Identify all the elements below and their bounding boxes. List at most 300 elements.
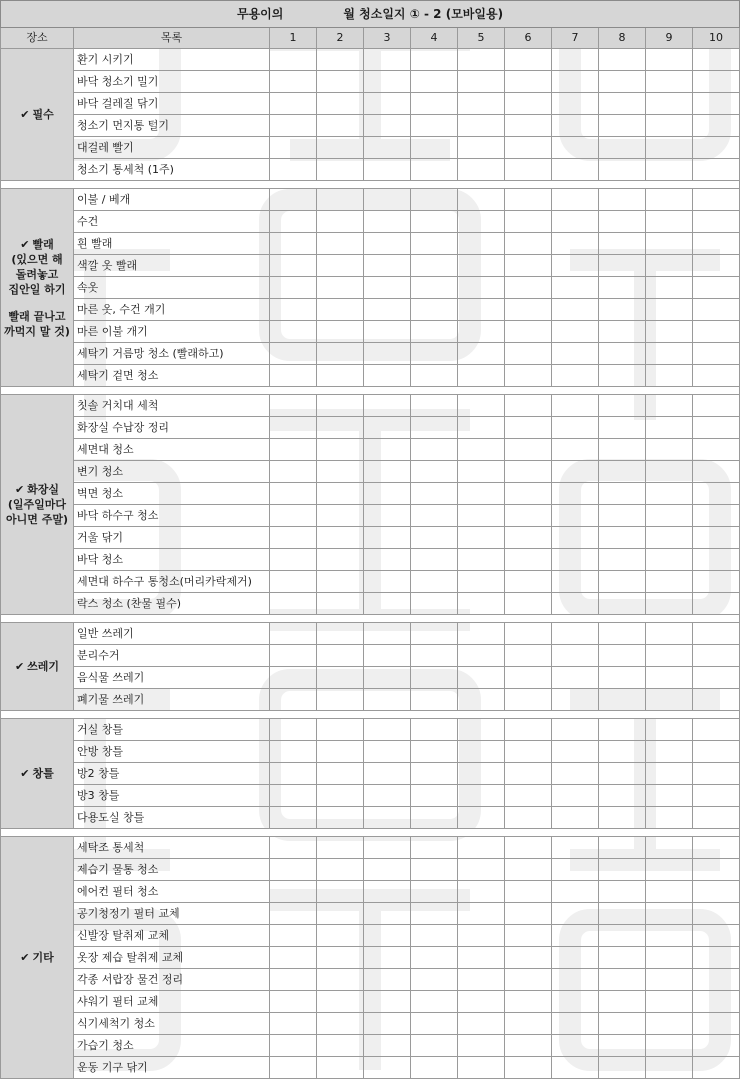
day-3-checkbox-cell[interactable] xyxy=(364,115,411,137)
day-6-checkbox-cell[interactable] xyxy=(505,549,552,571)
day-3-checkbox-cell[interactable] xyxy=(364,549,411,571)
day-8-checkbox-cell[interactable] xyxy=(599,277,646,299)
day-10-checkbox-cell[interactable] xyxy=(693,969,740,991)
day-2-checkbox-cell[interactable] xyxy=(317,807,364,829)
day-3-checkbox-cell[interactable] xyxy=(364,785,411,807)
day-8-checkbox-cell[interactable] xyxy=(599,881,646,903)
day-3-checkbox-cell[interactable] xyxy=(364,1057,411,1079)
day-9-checkbox-cell[interactable] xyxy=(646,1057,693,1079)
day-1-checkbox-cell[interactable] xyxy=(270,395,317,417)
day-4-checkbox-cell[interactable] xyxy=(411,321,458,343)
day-3-checkbox-cell[interactable] xyxy=(364,159,411,181)
day-7-checkbox-cell[interactable] xyxy=(552,623,599,645)
day-5-checkbox-cell[interactable] xyxy=(458,233,505,255)
day-4-checkbox-cell[interactable] xyxy=(411,1013,458,1035)
day-6-checkbox-cell[interactable] xyxy=(505,115,552,137)
day-9-checkbox-cell[interactable] xyxy=(646,527,693,549)
day-9-checkbox-cell[interactable] xyxy=(646,483,693,505)
day-1-checkbox-cell[interactable] xyxy=(270,211,317,233)
day-2-checkbox-cell[interactable] xyxy=(317,1035,364,1057)
day-7-checkbox-cell[interactable] xyxy=(552,1035,599,1057)
day-7-checkbox-cell[interactable] xyxy=(552,233,599,255)
day-3-checkbox-cell[interactable] xyxy=(364,343,411,365)
day-9-checkbox-cell[interactable] xyxy=(646,417,693,439)
day-4-checkbox-cell[interactable] xyxy=(411,593,458,615)
day-1-checkbox-cell[interactable] xyxy=(270,343,317,365)
day-6-checkbox-cell[interactable] xyxy=(505,837,552,859)
day-9-checkbox-cell[interactable] xyxy=(646,969,693,991)
day-8-checkbox-cell[interactable] xyxy=(599,689,646,711)
day-10-checkbox-cell[interactable] xyxy=(693,571,740,593)
day-7-checkbox-cell[interactable] xyxy=(552,549,599,571)
day-4-checkbox-cell[interactable] xyxy=(411,439,458,461)
day-2-checkbox-cell[interactable] xyxy=(317,925,364,947)
day-7-checkbox-cell[interactable] xyxy=(552,1057,599,1079)
day-10-checkbox-cell[interactable] xyxy=(693,439,740,461)
day-5-checkbox-cell[interactable] xyxy=(458,719,505,741)
day-9-checkbox-cell[interactable] xyxy=(646,93,693,115)
day-1-checkbox-cell[interactable] xyxy=(270,527,317,549)
day-9-checkbox-cell[interactable] xyxy=(646,159,693,181)
day-5-checkbox-cell[interactable] xyxy=(458,417,505,439)
day-4-checkbox-cell[interactable] xyxy=(411,991,458,1013)
day-8-checkbox-cell[interactable] xyxy=(599,483,646,505)
day-7-checkbox-cell[interactable] xyxy=(552,115,599,137)
day-6-checkbox-cell[interactable] xyxy=(505,49,552,71)
day-10-checkbox-cell[interactable] xyxy=(693,947,740,969)
day-6-checkbox-cell[interactable] xyxy=(505,763,552,785)
day-1-checkbox-cell[interactable] xyxy=(270,859,317,881)
day-2-checkbox-cell[interactable] xyxy=(317,969,364,991)
day-10-checkbox-cell[interactable] xyxy=(693,417,740,439)
day-5-checkbox-cell[interactable] xyxy=(458,255,505,277)
day-1-checkbox-cell[interactable] xyxy=(270,667,317,689)
day-1-checkbox-cell[interactable] xyxy=(270,925,317,947)
day-4-checkbox-cell[interactable] xyxy=(411,925,458,947)
day-6-checkbox-cell[interactable] xyxy=(505,439,552,461)
day-7-checkbox-cell[interactable] xyxy=(552,159,599,181)
day-3-checkbox-cell[interactable] xyxy=(364,1013,411,1035)
day-6-checkbox-cell[interactable] xyxy=(505,395,552,417)
day-2-checkbox-cell[interactable] xyxy=(317,645,364,667)
day-8-checkbox-cell[interactable] xyxy=(599,763,646,785)
day-1-checkbox-cell[interactable] xyxy=(270,115,317,137)
day-4-checkbox-cell[interactable] xyxy=(411,277,458,299)
day-2-checkbox-cell[interactable] xyxy=(317,49,364,71)
day-3-checkbox-cell[interactable] xyxy=(364,645,411,667)
day-8-checkbox-cell[interactable] xyxy=(599,159,646,181)
day-5-checkbox-cell[interactable] xyxy=(458,837,505,859)
day-4-checkbox-cell[interactable] xyxy=(411,807,458,829)
day-1-checkbox-cell[interactable] xyxy=(270,623,317,645)
day-5-checkbox-cell[interactable] xyxy=(458,859,505,881)
day-7-checkbox-cell[interactable] xyxy=(552,211,599,233)
day-8-checkbox-cell[interactable] xyxy=(599,233,646,255)
day-9-checkbox-cell[interactable] xyxy=(646,593,693,615)
day-2-checkbox-cell[interactable] xyxy=(317,903,364,925)
day-9-checkbox-cell[interactable] xyxy=(646,439,693,461)
day-3-checkbox-cell[interactable] xyxy=(364,93,411,115)
day-7-checkbox-cell[interactable] xyxy=(552,255,599,277)
day-8-checkbox-cell[interactable] xyxy=(599,947,646,969)
day-8-checkbox-cell[interactable] xyxy=(599,461,646,483)
day-1-checkbox-cell[interactable] xyxy=(270,571,317,593)
day-9-checkbox-cell[interactable] xyxy=(646,321,693,343)
day-6-checkbox-cell[interactable] xyxy=(505,593,552,615)
day-1-checkbox-cell[interactable] xyxy=(270,365,317,387)
day-2-checkbox-cell[interactable] xyxy=(317,71,364,93)
day-7-checkbox-cell[interactable] xyxy=(552,807,599,829)
day-9-checkbox-cell[interactable] xyxy=(646,505,693,527)
day-3-checkbox-cell[interactable] xyxy=(364,461,411,483)
day-8-checkbox-cell[interactable] xyxy=(599,719,646,741)
day-2-checkbox-cell[interactable] xyxy=(317,299,364,321)
day-4-checkbox-cell[interactable] xyxy=(411,417,458,439)
day-9-checkbox-cell[interactable] xyxy=(646,395,693,417)
day-6-checkbox-cell[interactable] xyxy=(505,969,552,991)
day-4-checkbox-cell[interactable] xyxy=(411,49,458,71)
day-8-checkbox-cell[interactable] xyxy=(599,439,646,461)
day-10-checkbox-cell[interactable] xyxy=(693,645,740,667)
day-6-checkbox-cell[interactable] xyxy=(505,417,552,439)
day-3-checkbox-cell[interactable] xyxy=(364,439,411,461)
day-5-checkbox-cell[interactable] xyxy=(458,93,505,115)
day-6-checkbox-cell[interactable] xyxy=(505,645,552,667)
day-2-checkbox-cell[interactable] xyxy=(317,343,364,365)
day-6-checkbox-cell[interactable] xyxy=(505,211,552,233)
day-8-checkbox-cell[interactable] xyxy=(599,903,646,925)
day-10-checkbox-cell[interactable] xyxy=(693,881,740,903)
day-2-checkbox-cell[interactable] xyxy=(317,277,364,299)
day-6-checkbox-cell[interactable] xyxy=(505,505,552,527)
day-9-checkbox-cell[interactable] xyxy=(646,549,693,571)
day-8-checkbox-cell[interactable] xyxy=(599,1013,646,1035)
day-2-checkbox-cell[interactable] xyxy=(317,255,364,277)
day-8-checkbox-cell[interactable] xyxy=(599,527,646,549)
day-9-checkbox-cell[interactable] xyxy=(646,785,693,807)
day-5-checkbox-cell[interactable] xyxy=(458,623,505,645)
day-2-checkbox-cell[interactable] xyxy=(317,505,364,527)
day-2-checkbox-cell[interactable] xyxy=(317,991,364,1013)
day-3-checkbox-cell[interactable] xyxy=(364,571,411,593)
day-4-checkbox-cell[interactable] xyxy=(411,211,458,233)
day-6-checkbox-cell[interactable] xyxy=(505,807,552,829)
day-4-checkbox-cell[interactable] xyxy=(411,903,458,925)
day-1-checkbox-cell[interactable] xyxy=(270,137,317,159)
day-5-checkbox-cell[interactable] xyxy=(458,571,505,593)
day-8-checkbox-cell[interactable] xyxy=(599,969,646,991)
day-7-checkbox-cell[interactable] xyxy=(552,837,599,859)
day-3-checkbox-cell[interactable] xyxy=(364,807,411,829)
day-3-checkbox-cell[interactable] xyxy=(364,947,411,969)
day-2-checkbox-cell[interactable] xyxy=(317,1013,364,1035)
day-8-checkbox-cell[interactable] xyxy=(599,807,646,829)
day-1-checkbox-cell[interactable] xyxy=(270,49,317,71)
day-3-checkbox-cell[interactable] xyxy=(364,593,411,615)
day-9-checkbox-cell[interactable] xyxy=(646,277,693,299)
day-10-checkbox-cell[interactable] xyxy=(693,837,740,859)
day-8-checkbox-cell[interactable] xyxy=(599,859,646,881)
day-5-checkbox-cell[interactable] xyxy=(458,365,505,387)
day-1-checkbox-cell[interactable] xyxy=(270,837,317,859)
day-2-checkbox-cell[interactable] xyxy=(317,93,364,115)
day-7-checkbox-cell[interactable] xyxy=(552,417,599,439)
day-6-checkbox-cell[interactable] xyxy=(505,1035,552,1057)
day-10-checkbox-cell[interactable] xyxy=(693,1035,740,1057)
day-1-checkbox-cell[interactable] xyxy=(270,763,317,785)
day-9-checkbox-cell[interactable] xyxy=(646,925,693,947)
day-4-checkbox-cell[interactable] xyxy=(411,689,458,711)
day-7-checkbox-cell[interactable] xyxy=(552,439,599,461)
day-6-checkbox-cell[interactable] xyxy=(505,71,552,93)
day-3-checkbox-cell[interactable] xyxy=(364,969,411,991)
day-9-checkbox-cell[interactable] xyxy=(646,211,693,233)
day-6-checkbox-cell[interactable] xyxy=(505,741,552,763)
day-1-checkbox-cell[interactable] xyxy=(270,593,317,615)
day-5-checkbox-cell[interactable] xyxy=(458,947,505,969)
day-2-checkbox-cell[interactable] xyxy=(317,741,364,763)
day-5-checkbox-cell[interactable] xyxy=(458,395,505,417)
day-3-checkbox-cell[interactable] xyxy=(364,365,411,387)
day-6-checkbox-cell[interactable] xyxy=(505,189,552,211)
day-6-checkbox-cell[interactable] xyxy=(505,785,552,807)
day-4-checkbox-cell[interactable] xyxy=(411,969,458,991)
day-2-checkbox-cell[interactable] xyxy=(317,689,364,711)
day-1-checkbox-cell[interactable] xyxy=(270,807,317,829)
day-5-checkbox-cell[interactable] xyxy=(458,549,505,571)
day-2-checkbox-cell[interactable] xyxy=(317,527,364,549)
day-4-checkbox-cell[interactable] xyxy=(411,837,458,859)
day-4-checkbox-cell[interactable] xyxy=(411,881,458,903)
day-3-checkbox-cell[interactable] xyxy=(364,71,411,93)
day-5-checkbox-cell[interactable] xyxy=(458,505,505,527)
day-7-checkbox-cell[interactable] xyxy=(552,667,599,689)
day-9-checkbox-cell[interactable] xyxy=(646,807,693,829)
day-8-checkbox-cell[interactable] xyxy=(599,837,646,859)
day-2-checkbox-cell[interactable] xyxy=(317,1057,364,1079)
day-6-checkbox-cell[interactable] xyxy=(505,299,552,321)
day-1-checkbox-cell[interactable] xyxy=(270,549,317,571)
day-5-checkbox-cell[interactable] xyxy=(458,159,505,181)
day-7-checkbox-cell[interactable] xyxy=(552,881,599,903)
day-3-checkbox-cell[interactable] xyxy=(364,763,411,785)
day-8-checkbox-cell[interactable] xyxy=(599,991,646,1013)
day-7-checkbox-cell[interactable] xyxy=(552,461,599,483)
day-6-checkbox-cell[interactable] xyxy=(505,365,552,387)
day-7-checkbox-cell[interactable] xyxy=(552,859,599,881)
day-10-checkbox-cell[interactable] xyxy=(693,365,740,387)
day-3-checkbox-cell[interactable] xyxy=(364,395,411,417)
day-10-checkbox-cell[interactable] xyxy=(693,763,740,785)
day-2-checkbox-cell[interactable] xyxy=(317,549,364,571)
day-4-checkbox-cell[interactable] xyxy=(411,395,458,417)
day-5-checkbox-cell[interactable] xyxy=(458,321,505,343)
day-1-checkbox-cell[interactable] xyxy=(270,233,317,255)
day-7-checkbox-cell[interactable] xyxy=(552,189,599,211)
day-2-checkbox-cell[interactable] xyxy=(317,159,364,181)
day-9-checkbox-cell[interactable] xyxy=(646,991,693,1013)
day-4-checkbox-cell[interactable] xyxy=(411,505,458,527)
day-2-checkbox-cell[interactable] xyxy=(317,461,364,483)
day-4-checkbox-cell[interactable] xyxy=(411,785,458,807)
day-5-checkbox-cell[interactable] xyxy=(458,593,505,615)
day-1-checkbox-cell[interactable] xyxy=(270,277,317,299)
day-3-checkbox-cell[interactable] xyxy=(364,719,411,741)
day-10-checkbox-cell[interactable] xyxy=(693,859,740,881)
day-7-checkbox-cell[interactable] xyxy=(552,395,599,417)
day-4-checkbox-cell[interactable] xyxy=(411,623,458,645)
day-1-checkbox-cell[interactable] xyxy=(270,785,317,807)
day-8-checkbox-cell[interactable] xyxy=(599,1035,646,1057)
day-6-checkbox-cell[interactable] xyxy=(505,1013,552,1035)
day-5-checkbox-cell[interactable] xyxy=(458,785,505,807)
day-3-checkbox-cell[interactable] xyxy=(364,299,411,321)
day-4-checkbox-cell[interactable] xyxy=(411,137,458,159)
day-9-checkbox-cell[interactable] xyxy=(646,1013,693,1035)
day-4-checkbox-cell[interactable] xyxy=(411,763,458,785)
day-4-checkbox-cell[interactable] xyxy=(411,189,458,211)
day-7-checkbox-cell[interactable] xyxy=(552,137,599,159)
day-10-checkbox-cell[interactable] xyxy=(693,343,740,365)
day-2-checkbox-cell[interactable] xyxy=(317,137,364,159)
day-5-checkbox-cell[interactable] xyxy=(458,881,505,903)
day-10-checkbox-cell[interactable] xyxy=(693,277,740,299)
day-5-checkbox-cell[interactable] xyxy=(458,667,505,689)
day-5-checkbox-cell[interactable] xyxy=(458,763,505,785)
day-4-checkbox-cell[interactable] xyxy=(411,1057,458,1079)
day-5-checkbox-cell[interactable] xyxy=(458,343,505,365)
day-9-checkbox-cell[interactable] xyxy=(646,689,693,711)
day-6-checkbox-cell[interactable] xyxy=(505,321,552,343)
day-5-checkbox-cell[interactable] xyxy=(458,189,505,211)
day-1-checkbox-cell[interactable] xyxy=(270,719,317,741)
day-6-checkbox-cell[interactable] xyxy=(505,277,552,299)
day-10-checkbox-cell[interactable] xyxy=(693,395,740,417)
day-10-checkbox-cell[interactable] xyxy=(693,49,740,71)
day-8-checkbox-cell[interactable] xyxy=(599,137,646,159)
day-8-checkbox-cell[interactable] xyxy=(599,93,646,115)
day-9-checkbox-cell[interactable] xyxy=(646,859,693,881)
day-7-checkbox-cell[interactable] xyxy=(552,93,599,115)
day-5-checkbox-cell[interactable] xyxy=(458,1013,505,1035)
day-1-checkbox-cell[interactable] xyxy=(270,505,317,527)
day-7-checkbox-cell[interactable] xyxy=(552,593,599,615)
day-7-checkbox-cell[interactable] xyxy=(552,277,599,299)
day-9-checkbox-cell[interactable] xyxy=(646,299,693,321)
day-7-checkbox-cell[interactable] xyxy=(552,925,599,947)
day-5-checkbox-cell[interactable] xyxy=(458,689,505,711)
day-2-checkbox-cell[interactable] xyxy=(317,859,364,881)
day-9-checkbox-cell[interactable] xyxy=(646,623,693,645)
day-8-checkbox-cell[interactable] xyxy=(599,785,646,807)
day-5-checkbox-cell[interactable] xyxy=(458,115,505,137)
day-6-checkbox-cell[interactable] xyxy=(505,483,552,505)
day-7-checkbox-cell[interactable] xyxy=(552,505,599,527)
day-1-checkbox-cell[interactable] xyxy=(270,881,317,903)
day-6-checkbox-cell[interactable] xyxy=(505,137,552,159)
day-7-checkbox-cell[interactable] xyxy=(552,71,599,93)
day-8-checkbox-cell[interactable] xyxy=(599,255,646,277)
day-1-checkbox-cell[interactable] xyxy=(270,255,317,277)
day-8-checkbox-cell[interactable] xyxy=(599,645,646,667)
day-8-checkbox-cell[interactable] xyxy=(599,1057,646,1079)
day-10-checkbox-cell[interactable] xyxy=(693,115,740,137)
day-10-checkbox-cell[interactable] xyxy=(693,925,740,947)
day-5-checkbox-cell[interactable] xyxy=(458,527,505,549)
day-7-checkbox-cell[interactable] xyxy=(552,299,599,321)
day-10-checkbox-cell[interactable] xyxy=(693,189,740,211)
day-4-checkbox-cell[interactable] xyxy=(411,343,458,365)
day-4-checkbox-cell[interactable] xyxy=(411,233,458,255)
day-9-checkbox-cell[interactable] xyxy=(646,115,693,137)
day-5-checkbox-cell[interactable] xyxy=(458,49,505,71)
day-1-checkbox-cell[interactable] xyxy=(270,93,317,115)
day-1-checkbox-cell[interactable] xyxy=(270,461,317,483)
day-9-checkbox-cell[interactable] xyxy=(646,645,693,667)
day-1-checkbox-cell[interactable] xyxy=(270,189,317,211)
day-3-checkbox-cell[interactable] xyxy=(364,137,411,159)
day-2-checkbox-cell[interactable] xyxy=(317,483,364,505)
day-2-checkbox-cell[interactable] xyxy=(317,211,364,233)
day-1-checkbox-cell[interactable] xyxy=(270,321,317,343)
day-3-checkbox-cell[interactable] xyxy=(364,881,411,903)
day-2-checkbox-cell[interactable] xyxy=(317,115,364,137)
day-9-checkbox-cell[interactable] xyxy=(646,667,693,689)
day-2-checkbox-cell[interactable] xyxy=(317,667,364,689)
day-8-checkbox-cell[interactable] xyxy=(599,395,646,417)
day-4-checkbox-cell[interactable] xyxy=(411,667,458,689)
day-8-checkbox-cell[interactable] xyxy=(599,321,646,343)
day-3-checkbox-cell[interactable] xyxy=(364,49,411,71)
day-3-checkbox-cell[interactable] xyxy=(364,925,411,947)
day-2-checkbox-cell[interactable] xyxy=(317,233,364,255)
day-10-checkbox-cell[interactable] xyxy=(693,623,740,645)
day-4-checkbox-cell[interactable] xyxy=(411,741,458,763)
day-5-checkbox-cell[interactable] xyxy=(458,645,505,667)
day-10-checkbox-cell[interactable] xyxy=(693,255,740,277)
day-8-checkbox-cell[interactable] xyxy=(599,925,646,947)
day-10-checkbox-cell[interactable] xyxy=(693,807,740,829)
day-2-checkbox-cell[interactable] xyxy=(317,593,364,615)
day-5-checkbox-cell[interactable] xyxy=(458,807,505,829)
day-1-checkbox-cell[interactable] xyxy=(270,741,317,763)
day-2-checkbox-cell[interactable] xyxy=(317,365,364,387)
day-4-checkbox-cell[interactable] xyxy=(411,483,458,505)
day-9-checkbox-cell[interactable] xyxy=(646,49,693,71)
day-1-checkbox-cell[interactable] xyxy=(270,299,317,321)
day-8-checkbox-cell[interactable] xyxy=(599,115,646,137)
day-6-checkbox-cell[interactable] xyxy=(505,461,552,483)
day-7-checkbox-cell[interactable] xyxy=(552,689,599,711)
day-4-checkbox-cell[interactable] xyxy=(411,1035,458,1057)
day-2-checkbox-cell[interactable] xyxy=(317,189,364,211)
day-3-checkbox-cell[interactable] xyxy=(364,483,411,505)
day-10-checkbox-cell[interactable] xyxy=(693,321,740,343)
day-8-checkbox-cell[interactable] xyxy=(599,189,646,211)
day-9-checkbox-cell[interactable] xyxy=(646,255,693,277)
day-9-checkbox-cell[interactable] xyxy=(646,741,693,763)
day-7-checkbox-cell[interactable] xyxy=(552,763,599,785)
day-10-checkbox-cell[interactable] xyxy=(693,785,740,807)
day-9-checkbox-cell[interactable] xyxy=(646,571,693,593)
day-4-checkbox-cell[interactable] xyxy=(411,549,458,571)
day-8-checkbox-cell[interactable] xyxy=(599,299,646,321)
day-8-checkbox-cell[interactable] xyxy=(599,571,646,593)
day-6-checkbox-cell[interactable] xyxy=(505,947,552,969)
day-7-checkbox-cell[interactable] xyxy=(552,785,599,807)
day-6-checkbox-cell[interactable] xyxy=(505,93,552,115)
day-3-checkbox-cell[interactable] xyxy=(364,991,411,1013)
